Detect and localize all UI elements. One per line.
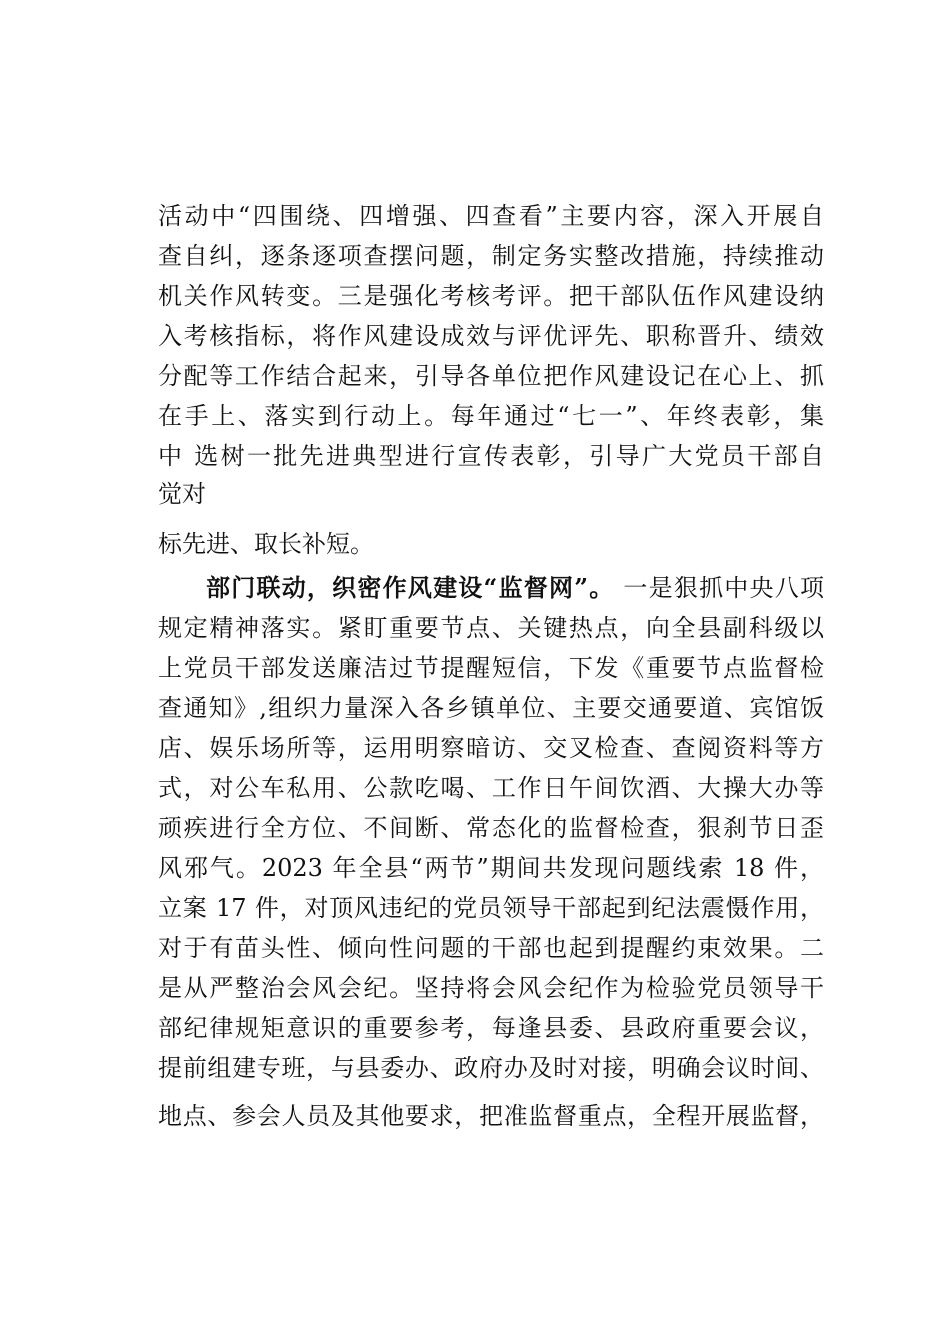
section-lead-text: 一是狠抓中央八项 — [614, 574, 824, 602]
body-text-line: 查自纠，逐条逐项查摆问题，制定务实整改措施，持续推动 — [158, 242, 824, 270]
body-text-line: 分配等工作结合起来，引导各单位把作风建设记在心上、抓 — [158, 362, 824, 390]
section-text-line: 店、娱乐场所等，运用明察暗访、交叉检查、查阅资料等方 — [158, 734, 824, 762]
section-first-line — [206, 572, 824, 604]
section-text-line: 顽疾进行全方位、不间断、常态化的监督检查，狠刹节日歪 — [158, 814, 824, 842]
body-text-line: 觉对 — [158, 480, 206, 508]
body-text-line: 标先进、取长补短。 — [158, 530, 374, 558]
section-text-line: 上党员干部发送廉洁过节提醒短信，下发《重要节点监督检 — [158, 654, 824, 682]
body-text-line: 活动中“四围绕、四增强、四查看”主要内容，深入开展自 — [158, 202, 824, 230]
section-text-line: 式，对公车私用、公款吃喝、工作日午间饮酒、大操大办等 — [158, 774, 824, 802]
body-text-line: 入考核指标，将作风建设成效与评优评先、职称晋升、绩效 — [158, 322, 824, 350]
section-text-line: 部纪律规矩意识的重要参考，每逢县委、县政府重要会议， — [158, 1014, 824, 1042]
body-text-line: 在手上、落实到行动上。每年通过“七一”、年终表彰，集 — [158, 402, 824, 430]
section-text-line: 地点、参会人员及其他要求，把准监督重点，全程开展监督， — [158, 1102, 824, 1130]
section-text-line: 提前组建专班，与县委办、政府办及时对接，明确会议时间、 — [158, 1054, 824, 1082]
section-text-line: 是从严整治会风会纪。坚持将会风会纪作为检验党员领导干 — [158, 974, 824, 1002]
section-text-line: 风邪气。2023 年全县“两节”期间共发现问题线索 18 件， — [158, 854, 824, 882]
body-text-line: 机关作风转变。三是强化考核考评。把干部队伍作风建设纳 — [158, 282, 824, 310]
section-heading: 部门联动，织密作风建设“监督网”。 — [206, 573, 615, 602]
body-text-line: 中 选树一批先进典型进行宣传表彰，引导广大党员干部自 — [158, 442, 824, 470]
section-text-line: 规定精神落实。紧盯重要节点、关键热点，向全县副科级以 — [158, 614, 824, 642]
section-text-line: 查通知》,组织力量深入各乡镇单位、主要交通要道、宾馆饭 — [158, 694, 824, 722]
section-text-line: 立案 17 件，对顶风违纪的党员领导干部起到纪法震慑作用， — [158, 894, 824, 922]
section-text-line: 对于有苗头性、倾向性问题的干部也起到提醒约束效果。二 — [158, 934, 824, 962]
